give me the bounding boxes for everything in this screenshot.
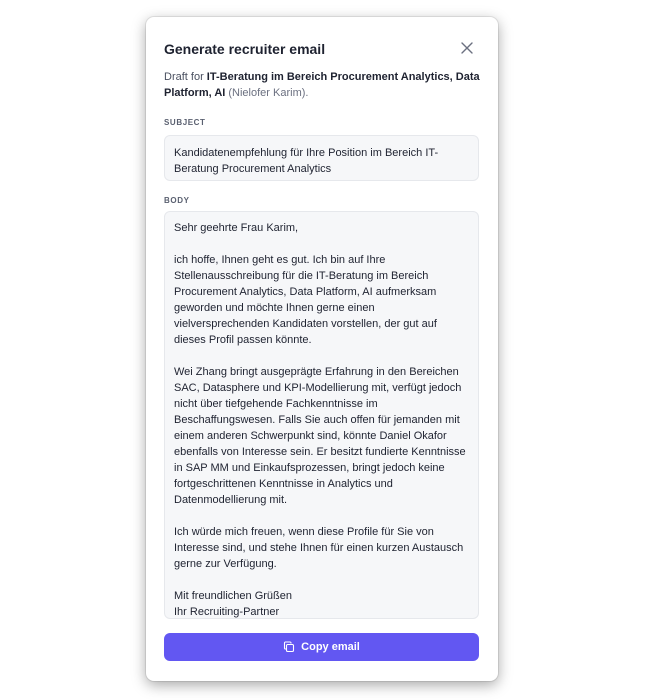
draft-description (164, 69, 480, 101)
subject-label: SUBJECT (164, 118, 206, 127)
body-paragraph-candidates: Wei Zhang bringt ausgeprägte Erfahrung in den Bereichen SAC, Datasphere und KPI-Modellierung mit, verfügt jedoch nicht über tiefgehende Fachkenntnisse im Beschaffungswesen. Falls Sie auch offen für jemanden mit einem anderen Schwerpunkt sind, könnte Daniel Okafor ebenfalls von Interesse sein. Er besitzt fundierte Kenntnisse in SAP MM und Einkaufsprozessen, bringt jedoch keine fortgeschrittenen Kenntnisse in Analytics und Datenmodellierung mit. (174, 366, 466, 506)
body-label: BODY (164, 196, 190, 205)
body-field[interactable] (164, 211, 479, 619)
copy-icon (283, 641, 295, 653)
body-paragraph-intro: ich hoffe, Ihnen geht es gut. Ich bin auf Ihre Stellenausschreibung für die IT-Beratung im Bereich Procurement Analytics, Data Platform, AI aufmerksam geworden und möchte Ihnen gerne einen vielversprechenden Kandidaten vorstellen, der gut auf dieses Profil passen könnte. (174, 254, 437, 346)
dialog-title: Generate recruiter email (164, 41, 326, 57)
draft-prefix: Draft for (164, 71, 207, 83)
close-button[interactable] (460, 41, 476, 57)
body-greeting: Sehr geehrte Frau Karim, (174, 222, 299, 234)
copy-email-label: Copy email (301, 641, 360, 653)
dialog-header (164, 39, 480, 59)
body-signature: Mit freundlichen Grüßen Ihr Recruiting-Partner (174, 590, 292, 618)
copy-email-button[interactable] (164, 633, 479, 661)
body-paragraph-closing: Ich würde mich freuen, wenn diese Profile für Sie von Interesse sind, und stehe Ihnen für einen kurzen Austausch gerne zur Verfügung. (174, 526, 464, 570)
draft-position: IT-Beratung im Bereich Procurement Analytics, Data Platform, AI (164, 71, 480, 99)
subject-field[interactable]: Kandidatenempfehlung für Ihre Position im Bereich IT-Beratung Procurement Analytics (164, 135, 479, 181)
close-icon (460, 41, 474, 55)
recruiter-email-dialog (146, 17, 498, 681)
draft-contact: (Nielofer Karim). (225, 87, 309, 99)
